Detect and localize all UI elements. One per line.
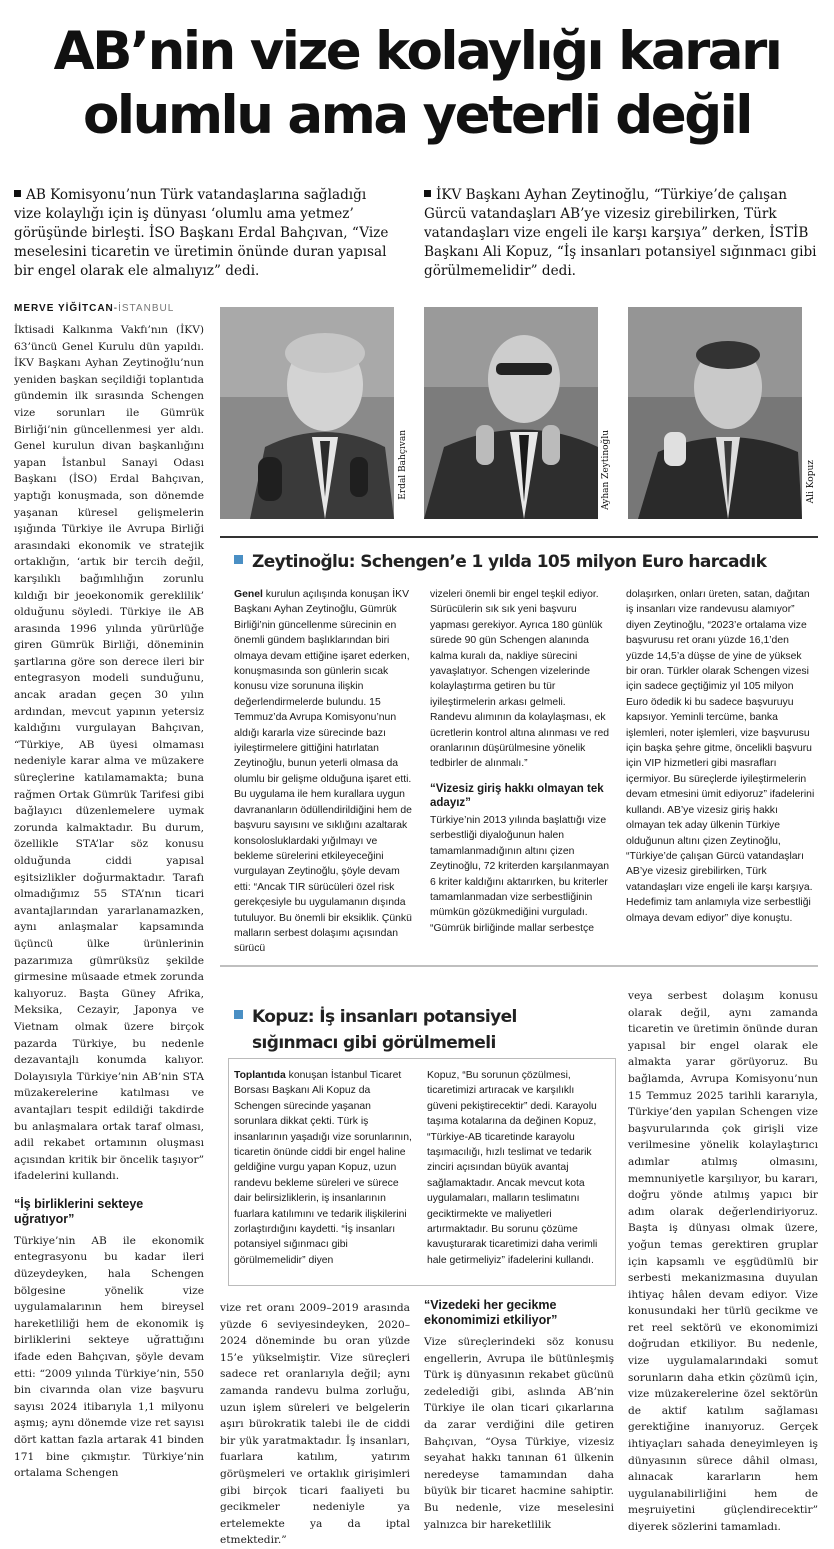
main-column-2 (220, 1300, 410, 1549)
box1-column-2b-text: Türkiye’nin 2013 yılında başlattığı vize serbestliği diyaloğunun halen tamamlanmadığının altını çizen Zeytinoğlu, 72 kriterden karşılanmayan 6 kriter kaldığını aktarırken, bu kriterler tamamlanmadan vize serbestliğinin mümkün gözükmediğini vurguladı. “Gümrük birliğinde mallar serbestçe (430, 814, 610, 934)
main-paragraph-4: Vize süreçlerindeki söz konusu engellerin, Avrupa ile bütünleşmiş Türk iş dünyasının rekabet gücünü zedelediği gibi, aslında AB’nin Türkiye ile olan ticari çıkarlarına da zarar verdiğini dile getiren Bahçıvan, “Oysa Türkiye, vizesiz seyahat hakkı tanınan 61 ülkenin neredeyse tamamından daha büyük bir ticaret hacmine sahiptir. Bu nedenle, vize meselesini yalnızca bir hareketlilik (424, 1336, 614, 1531)
bullet-square-icon (14, 190, 21, 197)
lead-right-text: İKV Başkanı Ayhan Zeytinoğlu, “Türkiye’de çalışan Gürcü vatandaşları AB’ye vizesiz girebilirken, Türk vatandaşları vize engeli ile karşı karşıya” derken, İSTİB Başkanı Ali Kopuz, “İş insanları potansiyel sığınmacı gibi görülmemelidir” dedi. (424, 187, 817, 279)
box2-lead-word: Toplantıda (234, 1070, 286, 1081)
main-paragraph-1: İktisadi Kalkınma Vakfı’nın (İKV) 63’üncü Genel Kurulu dün yapıldı. İKV Başkanı Ayhan Zeytinoğlu’nun yeniden başkan seçildiği toplantıda gündemin ilk sırasında Schengen vize sorunları ile Gümrük Birliği’nin güncellenmesi yer aldı. Genel kurulun divan başkanlığını yapan İstanbul Sanayi Odası Başkanı (İSO) Erdal Bahçıvan, yaptığı konuşmada, son dönemde yaşanan küresel gelişmelerin ışığında Türkiye ile Avrupa Birliği arasındaki ekonomik ve stratejik ortaklığın, ‘artık bir tercih değil, karşılıklı bağımlılığın zorunlu kıldığı bir jeoekonomik gereklilik’ olduğunu söyledi. Türkiye ile AB arasında 1996 yılında yürürlüğe giren Gümrük Birliği, döneminin şartlarına göre son derece ileri bir entegrasyon modeli sunduğunu, ancak aradan geçen 30 yılın ardından, mevcut yapının yetersiz kaldığını vurgulayan Bahçıvan, “Türkiye, AB üyesi olmaması nedeniyle karar alma ve müzakere süreçlerine katılamamakta; buna rağmen Ortak Gümrük Tarifesi gibi bağlayıcı düzenlemelere uymak zorunda kalmaktadır. Bu durum, özellikle STA’lar söz konusu olduğunda ciddi yapısal eşitsizlikler doğurmaktadır. Tarafı olmadığımız 55 STA’nın ticari avantajlarından yararlanamazken, aynı anlaşmalar kapsamında üçüncü ülke ürünlerinin pazarımıza gümrüksüz şekilde girmesine müsaade etmek zorunda kalıyoruz. Başta Güney Afrika, Meksika, Cezayir, Japonya ve Vietnam olmak üzere birçok pazarda Türkiye, bu nedenle dezavantajlı konumda kalıyor. Dolayısıyla Türkiye’nin AB’nin STA müzakerelerine katılması ve avantajları tespit edildiği takdirde bu anlaşmalara ortak taraf olması, adil rekabet ortamının oluşması açısından kritik bir öncelik taşıyor” ifadelerini kullandı. (14, 324, 204, 1183)
main-column-1 (14, 322, 204, 1482)
box1-subheading: “Vizesiz giriş hakkı olmayan tek adayız” (430, 782, 604, 809)
photo-caption-3: Ali Kopuz (806, 460, 816, 504)
main-column-3 (424, 1294, 614, 1533)
box2-title-line-1: Kopuz: İş insanları potansiyel (252, 1007, 517, 1027)
subheading-vizedeki-gecikme: “Vizedeki her gecikme ekonomimizi etkiliyor” (424, 1298, 558, 1327)
photo-caption-2: Ayhan Zeytinoğlu (601, 430, 611, 510)
lead-left (14, 186, 392, 281)
main-column-4 (628, 988, 818, 1536)
byline-separator: - (113, 303, 119, 314)
box1-column-3-text: dolaşırken, onları üreten, satan, dağıtan iş insanları vize randevusu alamıyor” diyen Zeytinoğlu, “2023’e ortalama vize başvurusu ret oranı yüzde 16,1’den yüzde 14,5’a düşse de yine de yüksek bir oran. Türkler olarak Schengen vizesi için sadece geçtiğimiz yıl 105 milyon Euro ödedik ki bu sadece başvuruyu kapsıyor. Yeminli tercüme, banka işlemleri, noter işlemleri, vize başvurusu için başka şehre gitme, öncelikli başvuru için VIP hizmetleri gibi masrafları içermiyor. Bu süreçlerde iyileştirmelerin devam etmesini ümit ediyoruz” ifadelerini kullandı. AB’ye vizesiz giriş hakkı olmayan tek aday ülkenin Türkiye olduğunun altını çizen Zeytinoğlu, “Türkiye’de çalışan Gürcü vatandaşları AB’ye vizesiz girebilirken, Türk vatandaşları vize engeli ile karşı karşıya. Hedefimiz tam anlamıyla vize serbestliği olmaya devam ediyor” diye konuştu. (626, 589, 815, 924)
portrait-icon (628, 307, 802, 519)
main-paragraph-2: Türkiye’nin AB ile ekonomik entegrasyonu bu kadar ileri düzeydeyken, hala Schengen bölgesine yönelik vize uygulamalarının hem bireysel hareketliliği hem de ekonomik iş birliklerini sekteye uğrattığını ifade eden Bahçıvan, şöyle devam etti: “2009 yılında Türkiye’nin, 550 bin civarında olan vize başvuru sayısı 2024 itibarıyla 1,1 milyonu aşmış; aynı dönemde vize ret sayısı dört kattan fazla artarak 41 binden 171 bine çıkmıştır. Türkiye’nin ortalama Schengen (14, 1234, 204, 1480)
main-paragraph-3: vize ret oranı 2009–2019 arasında yüzde 6 seviyesindeyken, 2020–2024 döneminde bu oran yüzde 15’e yükselmiştir. Vize süreçleri sadece ret oranlarıyla değil; aynı zamanda randevu bulma zorluğu, uzun işlem süreleri ve belgelerin aşırı bürokratik talebi ile de ciddi bir yük yaratmaktadır. İş insanları, fuarlara katılım, yatırım görüşmeleri ve ortaklık girişimleri gibi birçok ticari faaliyeti bu gecikmeler nedeniyle ya ertelemekte ya da iptal etmektedir.” (220, 1302, 410, 1547)
box2-column-2-text: Kopuz, “Bu sorunun çözülmesi, ticaretimizi artıracak ve karşılıklı güveni pekiştirecektir” dedi. Karayolu taşıma kotalarına da değinen Kopuz, “Türkiye-AB ticaretinde karayolu taşımacılığı, hızlı teslimat ve tedarik zinciri açısından büyük avantaj sağlamaktadır. Ancak mevcut kota uygulamaları, malların teslimatını geciktirmekte ve maliyetleri artırmaktadır. Bu sorunu çözüme kavuşturarak ticaretimizi daha verimli hale getirmeliyiz” ifadelerini kullandı. (427, 1070, 598, 1266)
box2-title (234, 1004, 614, 1056)
subheading-is-birlikleri: “İş birliklerini sekteye uğratıyor” (14, 1196, 144, 1226)
square-marker-icon (234, 1010, 243, 1019)
headline-line-2: olumlu ama yeterli değil (83, 85, 751, 146)
photo-erdal-bahcivan (220, 307, 394, 519)
box1-column-1 (234, 587, 414, 957)
box1-column-1-text: kurulun açılışında konuşan İKV Başkanı Ayhan Zeytinoğlu, Gümrük Birliği’nin güncellenme sürecinin en önemli gündem başlıklarından biri olmaya devam ettiğine işaret ederken, konuşmasında son günlerin sıcak konusu vize sorununa ilişkin değerlendirmelerde bulundu. 15 Temmuz’da Avrupa Komisyonu’nun aldığı kararla vize sürecinde bazı iyileştirmelere gittiğini hatırlatan Zeytinoğlu, bunun yeterli olmasa da olumlu bir gelişme olduğuna işaret etti. Bu uygulama ile hem kurallara uygun davrananların ödüllendirildiğini hem de başvuru sayısını ve sıklığını azaltarak konsolosluklardaki yığılmayı ve bekleme sürelerini etkileyeceğini vurgulayan Zeytinoğlu, şöyle devam etti: “Ancak TIR sürücüleri özel risk gerekçesiyle bu uygulamanın dışında tutuluyor. Bu önemli bir eksiklik. Çünkü malların serbest dolaşımı açısından sürücü (234, 589, 412, 955)
portrait-icon (424, 307, 598, 519)
box1-column-3 (626, 587, 816, 926)
box2-column-1-text: konuşan İstanbul Ticaret Borsası Başkanı Ali Kopuz da Schengen sürecinde yaşanan sorunlara dikkat çekti. Türk iş insanlarının yaşadığı vize sorunlarının, ticaretin önünde ciddi bir engel haline geldiğine vurgu yapan Kopuz, uzun randevu bekleme süreleri ve sürece dair belirsizliklerin, iş insanlarının fuarlara katılımını ve tedarik ilişkilerini zorlaştırdığını kaydetti. “İş insanları potansiyel sığınmacı gibi görülmemelidir” diyen (234, 1070, 412, 1266)
box1-title (234, 550, 818, 574)
headline-line-1: AB’nin vize kolaylığı kararı (53, 21, 781, 82)
byline-city: İSTANBUL (118, 303, 175, 314)
portrait-icon (220, 307, 394, 519)
box2-title-line-2: sığınmacı gibi görülmemeli (252, 1033, 496, 1053)
byline-author: MERVE YİĞİTCAN (14, 303, 114, 314)
box1-bottom-rule (220, 965, 818, 967)
box1-title-text: Zeytinoğlu: Schengen’e 1 yılda 105 milyon Euro harcadık (252, 552, 767, 572)
lead-right (424, 186, 820, 281)
headline (10, 20, 824, 148)
box1-lead-word: Genel (234, 589, 263, 600)
square-marker-icon (234, 555, 243, 564)
box1-column-2 (430, 587, 610, 936)
box2-column-2 (427, 1068, 607, 1268)
photo-ayhan-zeytinoglu (424, 307, 598, 519)
photo-caption-1: Erdal Bahçıvan (398, 430, 408, 500)
main-paragraph-5: veya serbest dolaşım konusu olarak değil, aynı zamanda ticaretin ve üretimin önünde duran yapısal bir engel olarak ele almakta yarar görüyoruz. Bu bağlamda, Avrupa Komisyonu’nun 15 Temmuz 2025 tarihli kararıyla, Türkiye’den yapılan Schengen vize başvurularında çok girişli vize verilmesine yönelik kolaylaştırıcı adımlar atılmış olmasını, memnuniyetle karşılıyor, bu kararı, doğru yönde atılmış yapıcı bir adım olarak değerlendiriyoruz. Başta iş dünyası olmak üzere, yoğun temas gerektiren gruplar için kapsamlı ve eşgüdümlü bir serbesti mekanizmasına duyulan ihtiyaç hâlen devam ediyor. Vize konusundaki her türlü gecikme ve ret reel sektörü ve ekonomimizi doğrudan etkiliyor. Bu nedenle, vize uygulamalarındaki somut sorunların daha etkin çözümü için, vize müzakerelerine özel sektörün de aktif katılım sağlaması gerektiğine inanıyoruz. Gerçek ihtiyaçları sahada deneyimleyen iş dünyasının sürece dâhil olması, alınacak kararların hem uygulanabilirliğini hem de meşruiyetini güçlendirecektir” diyerek sözlerini tamamladı. (628, 990, 818, 1533)
photo-ali-kopuz (628, 307, 802, 519)
bullet-square-icon (424, 190, 431, 197)
box2-column-1 (234, 1068, 412, 1268)
lead-left-text: AB Komisyonu’nun Türk vatandaşlarına sağladığı vize kolaylığı için iş dünyası ‘olumlu ama yetmez’ görüşünde birleşti. İSO Başkanı Erdal Bahçıvan, “Vize meselesini ticaretin ve üretimin önünde duran yapısal bir engel olarak ele almalıyız” dedi. (14, 187, 389, 279)
box1-column-2-text: vizeleri önemli bir engel teşkil ediyor. Sürücülerin sık sık yeni başvuru yapması gerekiyor. Ayrıca 180 günlük sürede 90 gün Schengen alanında kalma kuralı da, nakliye sürecini yavaşlatıyor. Schengen vizelerinde kolaylaştırma getiren bu tür iyileştirmelerin arkası gelmeli. Randevu alımının da kolaylaşması, ek ücretlerin kontrol altına alınması ve red oranlarının düşürülmesine yönelik tedbirler de alınmalı.” (430, 589, 610, 770)
box1-top-rule (220, 536, 818, 538)
byline (14, 303, 174, 314)
